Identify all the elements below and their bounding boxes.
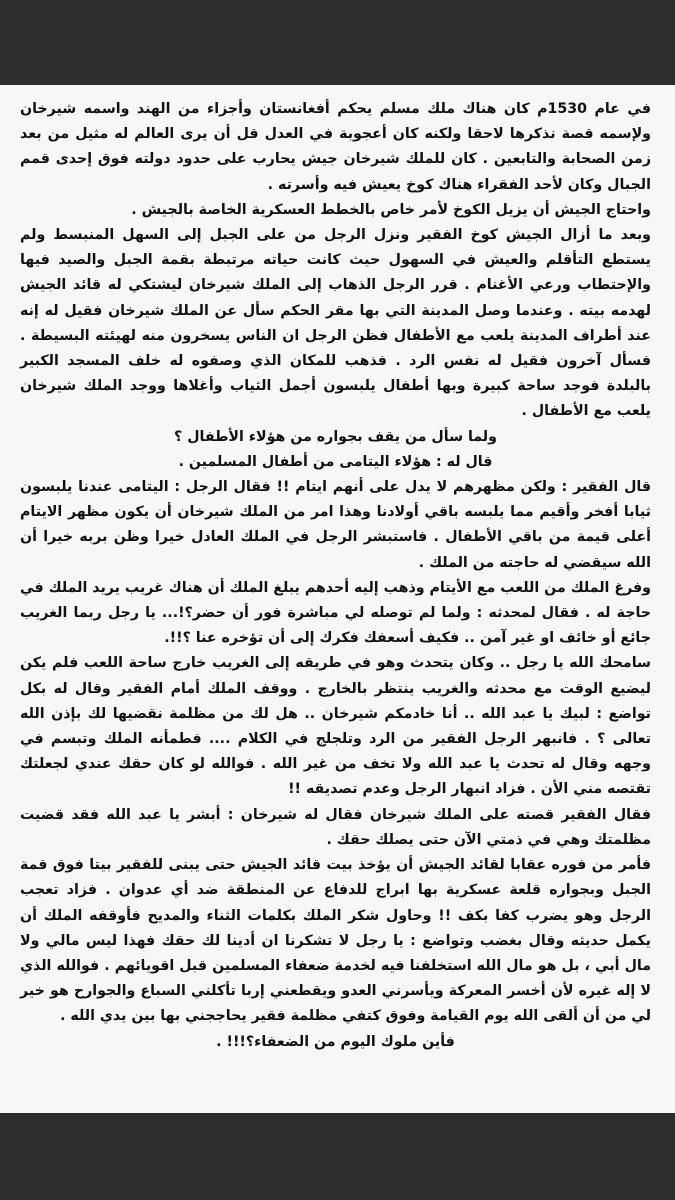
top-dark-bar	[0, 0, 675, 85]
paragraph-closing: فأين ملوك اليوم من الضعفاء؟!!! .	[216, 1033, 455, 1050]
paragraph-stranger: وفرغ الملك من اللعب مع الأيتام وذهب إليه أحدهم يبلغ الملك أن هناك غريب يريد الملك في حاجة له . فقال لمحدثه : ولما لم توصله لي مباشرة فور أن حضر؟!... يا رجل ربما الغريب جائع أو خائف او غير آمن .. فكيف أسعفك فكرك إلى أن تؤخره عنا ؟!!.	[20, 579, 651, 647]
bottom-dark-bar	[0, 1113, 675, 1200]
paragraph-army-need: واحتاج الجيش أن يزيل الكوخ لأمر خاص بالخطط العسكرية الخاصة بالجيش .	[131, 201, 651, 218]
paragraph-judgment: فقال الفقير قصته على الملك شيرخان فقال له شيرخان : أبشر يا عبد الله فقد قضيت مظلمتك وهي في ذمتي الآن حتى يصلك حقك .	[20, 806, 651, 848]
paragraph-orphans: قال الفقير : ولكن مظهرهم لا يدل على أنهم ايتام !! فقال الرجل : اليتامى عندنا يلبسون ثيابا أفخر وأقيم مما يلبسه باقي أولادنا وهذا امر من الملك شيرخان أن يكون مظهر الايتام أعلى قيمة من باقي الأطفال . فاستبشر الرجل في الملك العادل خيرا وظن بربه خيرا أن الله سيقضي له حاجته من الملك .	[20, 479, 651, 571]
paragraph-question: ولما سأل من يقف بجواره من هؤلاء الأطفال ؟	[174, 428, 497, 445]
paragraph-punishment: فأمر من فوره عقابا لقائد الجيش أن يؤخذ بيت قائد الجيش حتى يبنى للفقير بيتا فوق قمة الجبل وبجواره قلعة عسكرية بها ابراج للدفاع عن المنطقة ضد أي عدوان . فزاد تعجب الرجل وهو يضرب كفا بكف !! وحاول شكر الملك بكلمات الثناء والمديح فأوقفه الملك أن يكمل حديثه وقال بغضب وتواضع : يا رجل لا تشكرنا ان أدينا لك حقك فهذا ليس مالي ولا مال أبي ، بل هو مال الله استخلفنا فيه لخدمة ضعفاء المسلمين قبل اقويائهم . فوالله الذي لا إله غيره لأن أخسر المعركة ويأسرني العدو ويقطعني إربا تأكلني السباع والجوارح هو خير لي من أن ألقى الله يوم القيامة وفوق كتفي مظلمة فقير يحاججني بها بين يدي الله .	[20, 857, 651, 1025]
paragraph-answer: قال له : هؤلاء اليتامى من أطفال المسلمين .	[178, 453, 493, 470]
paragraph-meeting: سامحك الله يا رجل .. وكان يتحدث وهو في طريقه إلى الغريب خارج ساحة اللعب فلم يكن ليضيع الوقت مع محدثه والغريب ينتظر بالخارج . ووقف الملك أمام الفقير وقال له بكل تواضع : لبيك يا عبد الله .. أنا خادمكم شيرخان .. هل لك من مظلمة نقضيها لك بإذن الله تعالى ؟ . فانبهر الرجل الفقير من الرد وتلجلج في الكلام .... فطمأنه الملك وتبسم في وجهه وقال له تحدث يا عبد الله ولا تخف من غير الله . فوالله لو كان حقك عندي لجعلتك تقتصه مني الأن . فزاد انبهار الرجل وعدم تصديقه !!	[20, 655, 651, 798]
paragraph-intro: في عام 1530م كان هناك ملك مسلم يحكم أفغانستان وأجزاء من الهند واسمه شيرخان ولإسمه قصة نذكرها لاحقا ولكنه كان أعجوبة في العدل قل أن يرى العالم له مثيل من بعد زمن الصحابة والتابعين . كان للملك شيرخان جيش يحارب على حدود دولته فوق إحدى قمم الجبال وكان لأحد الفقراء هناك كوخ يعيش فيه وأسرته .	[20, 101, 651, 193]
paragraph-journey: وبعد ما أزال الجيش كوخ الفقير ونزل الرجل من على الجبل إلى السهل المنبسط ولم يستطع التأقلم والعيش في السهول حيث كانت حياته مرتبطة بقمة الجبل والصيد فيها والإحتطاب ورعي الأغنام . قرر الرجل الذهاب إلى الملك شيرخان ليشتكي له قائد الجيش لهدمه بيته . وعندما وصل المدينة التي بها مقر الحكم سأل عن الملك شيرخان فقيل له إنه عند أطراف المدينة يلعب مع الأطفال فظن الرجل ان الناس يسخرون منه لهيئته البسيطة . فسأل آخرون فقيل له نفس الرد . فذهب للمكان الذي وصفوه له خلف المسجد الكبير بالبلدة فوجد ساحة كبيرة وبها أطفال يلبسون أجمل الثياب وأغلاها ووجد الملك شيرخان يلعب مع الأطفال .	[20, 227, 651, 420]
document-page	[0, 85, 675, 1113]
